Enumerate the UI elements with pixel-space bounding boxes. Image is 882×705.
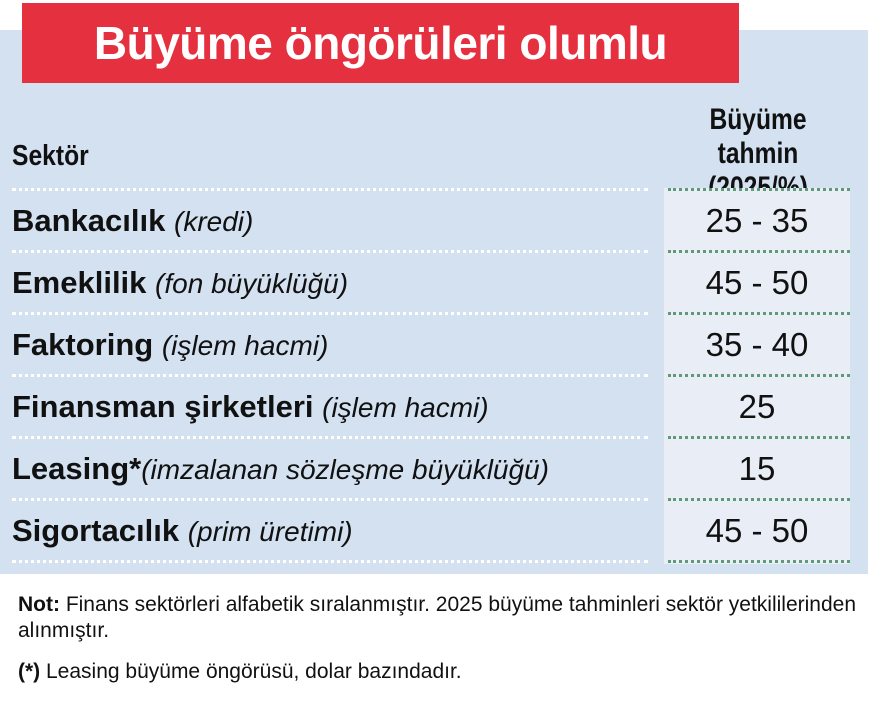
asterisk-text: Leasing büyüme öngörüsü, dolar bazındadır. [40,660,462,683]
value-divider [668,250,850,253]
table-row [0,438,868,500]
row-divider [12,560,648,563]
table-row [0,252,868,314]
row-label [12,500,353,562]
value-divider [668,312,850,315]
sector-detail: (prim üretimi) [187,516,353,547]
table-row [0,376,868,438]
table-row [0,314,868,376]
row-divider [12,374,648,377]
sector-name: Leasing* [12,451,142,486]
sector-name: Emeklilik [12,265,147,300]
row-label [12,252,348,314]
value-header-line1: Büyüme tahmin [709,103,807,170]
row-divider [12,250,648,253]
sector-name: Finansman şirketleri [12,389,314,424]
value-divider [668,498,850,501]
sector-name: Faktoring [12,327,154,362]
value-divider [668,436,850,439]
table-row [0,500,868,562]
row-label [12,438,549,500]
asterisk-label: (*) [18,660,41,683]
row-value: 45 - 50 [705,264,809,301]
row-value: 25 [738,388,776,425]
row-divider [12,436,648,439]
sector-name: Bankacılık [12,203,166,238]
row-value: 15 [738,450,776,487]
sector-detail: (işlem hacmi) [322,392,489,423]
row-label [12,190,253,252]
asterisk-footnote [18,660,462,684]
row-value: 45 - 50 [705,512,809,549]
row-value: 35 - 40 [705,326,809,363]
value-divider [668,374,850,377]
row-divider [12,498,648,501]
value-divider [668,560,850,563]
page-title: Büyüme öngörüleri olumlu [22,3,739,83]
table-row [0,190,868,252]
row-divider [12,312,648,315]
sector-detail: (imzalanan sözleşme büyüklüğü) [141,454,549,485]
row-label [12,376,489,438]
sector-column-header: Sektör [12,140,89,172]
sector-detail: (kredi) [174,206,254,237]
note-text: Finans sektörleri alfabetik sıralanmıştır. 2025 büyüme tahminleri sektör yetkililerinden alınmıştır. [18,593,857,642]
value-divider [668,188,850,191]
sector-detail: (işlem hacmi) [161,330,329,361]
row-label [12,314,328,376]
sector-name: Sigortacılık [12,513,180,548]
footnote [18,592,878,644]
sector-detail: (fon büyüklüğü) [155,268,349,299]
note-label: Not: [18,593,60,616]
row-value: 25 - 35 [705,202,809,239]
row-divider [12,188,648,191]
